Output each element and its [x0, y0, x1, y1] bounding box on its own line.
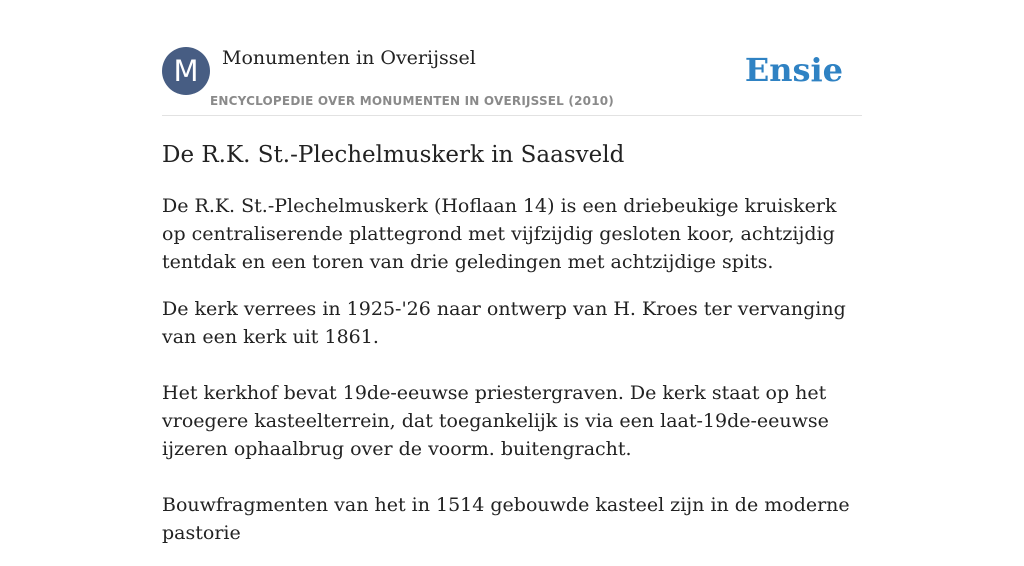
article-paragraph: De R.K. St.-Plechelmuskerk (Hoflaan 14) is een driebeukige kruiskerk op centraliserende plattegrond met vijfzijdig gesloten koor, achtzijdig tentdak en een toren van drie geledingen met achtzijdige spits. [162, 195, 837, 273]
article-paragraph: Het kerkhof bevat 19de-eeuwse priestergraven. De kerk staat op het vroegere kasteelterrein, dat toegankelijk is via een laat-19de-eeuwse ijzeren ophaalbrug over de voorm. buitengracht. [162, 382, 829, 460]
avatar[interactable]: M [162, 47, 210, 95]
site-header [162, 46, 862, 116]
article [162, 140, 862, 566]
site-title[interactable]: Monumenten in Overijssel [222, 47, 476, 69]
article-title: De R.K. St.-Plechelmuskerk in Saasveld [162, 142, 625, 168]
site-subtitle: ENCYCLOPEDIE OVER MONUMENTEN IN OVERIJSSEL (2010) [210, 94, 614, 108]
article-paragraph: De kerk verrees in 1925-'26 naar ontwerp van H. Kroes ter vervanging van een kerk uit 1861. [162, 298, 846, 348]
article-paragraph: Bouwfragmenten van het in 1514 gebouwde kasteel zijn in de moderne pastorie [162, 494, 850, 544]
brand-logo[interactable]: Ensie [744, 51, 843, 89]
